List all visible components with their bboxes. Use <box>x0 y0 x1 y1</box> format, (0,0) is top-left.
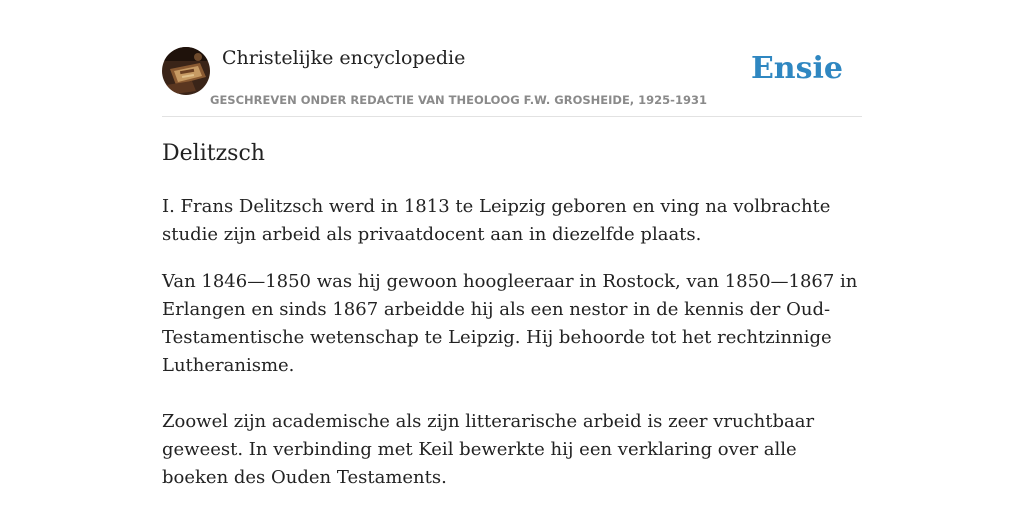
article-paragraph: I. Frans Delitzsch werd in 1813 te Leipzig geboren en ving na volbrachte studie zijn arbeid als privaatdocent aan in diezelfde plaats. <box>162 196 831 245</box>
brand-logo-link[interactable]: Ensie <box>750 51 843 86</box>
site-subtitle: GESCHREVEN ONDER REDACTIE VAN THEOLOOG F.W. GROSHEIDE, 1925-1931 <box>210 93 707 107</box>
article-title: Delitzsch <box>162 141 265 166</box>
article <box>162 138 862 492</box>
site-title[interactable]: Christelijke encyclopedie <box>222 47 466 69</box>
article-paragraph: Zoowel zijn academische als zijn litterarische arbeid is zeer vruchtbaar geweest. In verbinding met Keil bewerkte hij een verklaring over alle boeken des Ouden Testaments. <box>162 411 815 488</box>
site-header <box>162 46 862 117</box>
article-paragraph: Van 1846—1850 was hij gewoon hoogleeraar in Rostock, van 1850—1867 in Erlangen en sinds 1867 arbeidde hij als een nestor in de kennis der Oud-Testamentische wetenschap te Leipzig. Hij behoorde tot het rechtzinnige Lutheranisme. <box>162 271 858 376</box>
book-cover-icon[interactable] <box>162 47 210 95</box>
